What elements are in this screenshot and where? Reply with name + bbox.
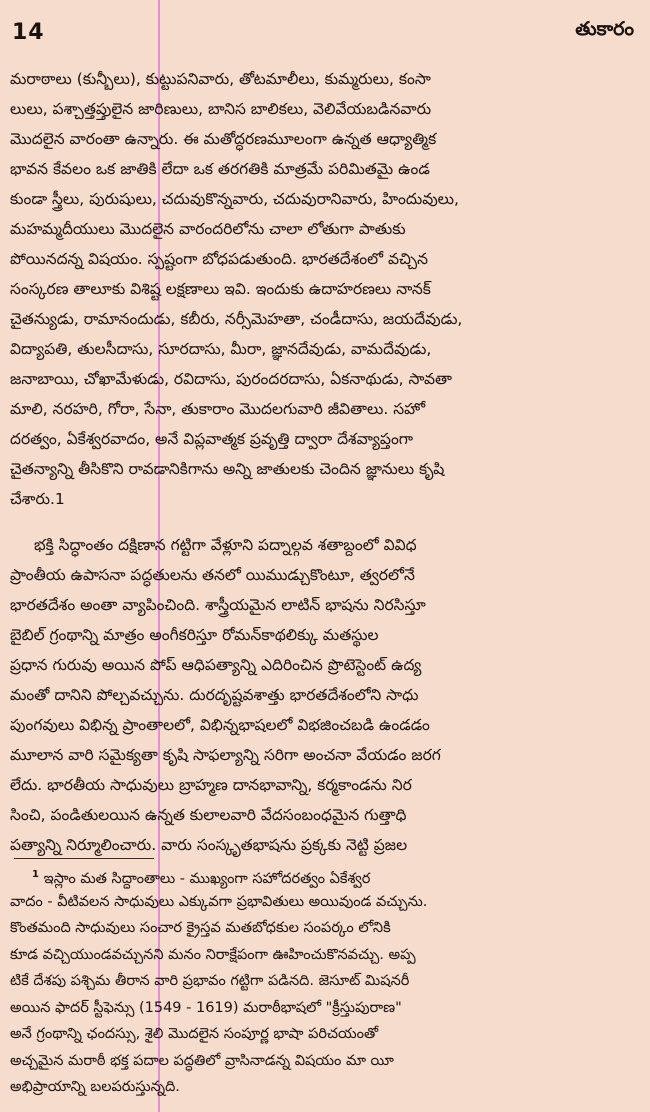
footnote-marker: 1: [32, 869, 39, 880]
text-line: విద్యాపతి, తులసీదాసు, సూరదాసు, మీరా, జ్ఞానదేవుడు, వామదేవుడు,: [10, 340, 432, 358]
footnote-line: అభిప్రాయాన్ని బలపరుస్తున్నది.: [10, 1079, 180, 1095]
text-line: భావన కేవలం ఒక జాతికి లేదా ఒక తరగతికి మాత్రమే పరిమితమై ఉండ: [10, 160, 430, 178]
text-line: పోయినదన్న విషయం. స్పష్టంగా బోధపడుతుంది. భారతదేశంలో వచ్చిన: [10, 250, 428, 268]
paragraph-2: [10, 530, 636, 860]
footnote-line: కొంతమంది సాధువులు సంచార క్రైస్తవ మతబోధకుల సంపర్కం లోనికి: [10, 920, 391, 936]
text-line: చైతన్యాన్ని తీసికొని రావడానికిగాను అన్ని జాతులకు చెందిన జ్ఞానులు కృషి: [10, 460, 445, 478]
text-line: సంస్కరణ తాలూకు విశిష్ట లక్షణాలు ఇవి. ఇందుకు ఉదాహరణలు నానక్: [10, 280, 431, 298]
text-line: లులు, పశ్చాత్తప్తులైన జారిణులు, బానిస బాలికలు, వెలివేయబడినవారు: [10, 100, 432, 118]
footnote-line: టికే దేశపు పశ్చిమ తీరాన వారి ప్రభావం గట్టిగా పడినది. జెసూట్ మిషనరీ: [10, 973, 410, 989]
footnote-rule: [14, 858, 154, 859]
footnote-line: అనే గ్రంథాన్ని ఛందస్సు, శైలి మొదలైన సంపూర్ణ భాషా పరిచయంతో: [10, 1026, 379, 1042]
text-line: సించి, పండితులయిన ఉన్నత కులాలవారి వేదసంబంధమైన గుత్తాధి: [10, 806, 407, 824]
text-line: లేదు. భారతీయ సాధువులు బ్రాహ్మణ దానభావాన్ని, కర్మకాండను నిర: [10, 776, 412, 794]
text-line: భక్తి సిద్ధాంతం దక్షిణాన గట్టిగా వేళ్లూని పద్నాల్గవ శతాబ్దంలో వివిధ: [34, 536, 417, 554]
text-line: పత్యాన్ని నిర్మూలించారు. వారు సంస్కృతభాషను ప్రక్కకు నెట్టి ప్రజల: [10, 836, 408, 854]
text-line: మొదలైన వారంతా ఉన్నారు. ఈ మతోద్ధరణమూలంగా ఉన్నత ఆధ్యాత్మిక: [10, 130, 437, 148]
footnote: [10, 862, 636, 1101]
paragraph-1: [10, 64, 636, 514]
text-line: మరాఠాలు (కున్బీలు), కుట్టుపనివారు, తోటమాలీలు, కుమ్మరులు, కంసా: [10, 70, 431, 88]
footnote-line: అయిన ఫాదర్ స్టీఫెన్సు (1549 - 1619) మరాఠీభాషలో "క్రీస్తుపురాణ": [10, 999, 402, 1016]
text-line: దరత్వం, ఏకేశ్వరవాదం, అనే విప్లవాత్మక ప్రవృత్తి ద్వారా దేశవ్యాప్తంగా: [10, 430, 414, 448]
text-line: పుంగవులు విభిన్న ప్రాంతాలలో, విభిన్నభాషలలో విభజించబడి ఉండడం: [10, 716, 430, 734]
text-line: మూలాన వారి సమైక్యతా కృషి సాఫల్యాన్ని సరిగా అంచనా వేయడం జరగ: [10, 746, 441, 764]
running-head: తుకారం: [575, 18, 634, 40]
text-line: ప్రధాన గురువు అయిన పోప్ ఆధిపత్యాన్ని ఎదిరించిన ప్రొటెస్టెంట్ ఉద్య: [10, 656, 422, 674]
text-line: చైతన్యుడు, రామానందుడు, కబీరు, నర్సీమెహతా, చండీదాసు, జయదేవుడు,: [10, 310, 463, 328]
text-line: బైబిల్ గ్రంథాన్ని మాత్రం అంగీకరిస్తూ రోమన్‌కాథలిక్కు మతస్థుల: [10, 626, 379, 644]
text-line: జనాబాయి, చోఖామేళుడు, రవిదాసు, పురందరదాసు, ఏకనాథుడు, సావతా: [10, 370, 452, 388]
body-text: [10, 64, 636, 860]
text-line: మాలి, నరహరి, గోరా, సేనా, తుకారాం మొదలగువారి జీవితాలు. సహో: [10, 400, 426, 418]
text-line: కుండా స్త్రీలు, పురుషులు, చదువుకొన్నవారు, చదువురానివారు, హిందువులు,: [10, 190, 459, 208]
text-line: ప్రాంతీయ ఉపాసనా పద్ధతులను తనలో యిముడ్చుకొంటూ, త్వరలోనే: [10, 566, 415, 584]
text-line: మహమ్మదీయులు మొదలైన వారందరిలోను చాలా లోతుగా పాతుకు: [10, 220, 406, 238]
footnote-line-text: ఇస్లాం మత సిద్ధాంతాలు - ముఖ్యంగా సహోదరత్వం ఏకేశ్వర: [43, 870, 371, 887]
footnote-line: [10, 862, 636, 889]
text-line: చేశారు.1: [10, 490, 65, 508]
page-number: 14: [12, 20, 45, 45]
footnote-line: కూడ వచ్చియుండవచ్చునని మనం నిరాక్షేపంగా ఊహించుకొనవచ్చు. అప్ప: [10, 946, 416, 963]
footnote-line: అచ్చమైన మరాఠీ భక్త పదాల పద్ధతిలో వ్రాసినాడన్న విషయం మా యీ: [10, 1052, 394, 1069]
text-line: భారతదేశం అంతా వ్యాపించింది. శాస్త్రీయమైన లాటిన్ భాషను నిరసిస్తూ: [10, 596, 426, 614]
text-line: మంతో దానిని పోల్చవచ్చును. దురదృష్టవశాత్తు భారతదేశంలోని సాధు: [10, 686, 419, 704]
footnote-line: వాదం - వీటివలన సాధువులు ఎక్కువగా ప్రభావితులు అయివుండ వచ్చును.: [10, 893, 428, 910]
